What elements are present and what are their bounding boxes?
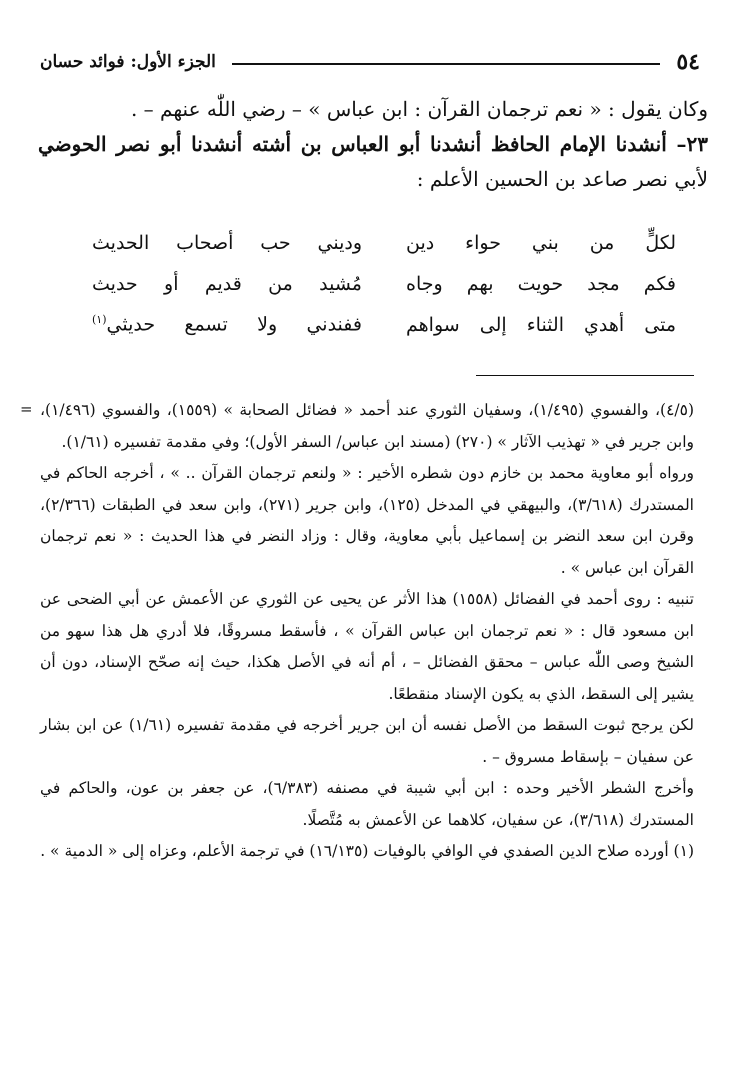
hemistich-right: فكم مجد حويت بهم وجاه <box>406 272 676 295</box>
page-number: ٥٤ <box>676 49 700 75</box>
poem <box>92 222 676 345</box>
footnote-paragraph-5: وأخرج الشطر الأخير وحده : ابن أبي شيبة في مصنفه (٦/٣٨٣)، عن جعفر بن عون، والحاكم في المستدرك (٣/٦١٨)، عن سفيان، كلاهما عن الأعمش به مُتَّصلًا. <box>40 779 694 829</box>
item-heading-23: ٢٣– أنشدنا الإمام الحافظ أنشدنا أبو العباس بن أشته أنشدنا أبو نصر الحوضي <box>38 132 708 156</box>
footnote-paragraph-2: ورواه أبو معاوية محمد بن خازم دون شطره الأخير : « ولنعم ترجمان القرآن .. » ، أخرجه الحاكم في المستدرك (٣/٦١٨)، والبيهقي في المدخل (١٢٥)، وابن جرير (٢٧١)، وابن سعد في الطبقات (٢/٣٦٦)، وقرن ابن سعد النضر بن إسماعيل بأبي معاوية، وقال : وزاد النضر في هذا الحديث : « نعم ترجمان القرآن ابن عباس » . <box>40 464 694 577</box>
running-title: الجزء الأول: فوائد حسان <box>40 52 216 72</box>
footnote-continuation-marker: = <box>20 400 33 418</box>
hemistich-right: متى أهدي الثناء إلى سواهم <box>406 313 676 336</box>
page-header <box>40 42 700 82</box>
footnote-paragraph-3: تنبيه : روى أحمد في الفضائل (١٥٥٨) هذا الأثر عن يحيى عن الثوري عن الأعمش عن أبي الضحى عن ابن مسعود قال : « نعم ترجمان ابن عباس القرآن » ، فأسقط مسروقًا، فلا أدري هل هذا سهو من الشيخ وصى اللّٰه عباس – محقق الفضائل – ، أم أنه في الأصل هكذا، حيث إنه صحّح الإسناد، دون أن يشير إلى السقط، الذي به يكون الإسناد منقطعًا. <box>40 590 694 703</box>
poem-verse-1 <box>92 222 676 263</box>
main-line-1: وكان يقول : « نعم ترجمان القرآن : ابن عباس » – رضي اللّٰه عنهم – . <box>130 97 708 121</box>
poem-verse-3 <box>92 304 676 345</box>
main-text <box>38 92 708 197</box>
footnote-paragraph-1: (٤/٥)، والفسوي (١/٤٩٥)، وسفيان الثوري عند أحمد « فضائل الصحابة » (١٥٥٩)، والفسوي (١/٤٩٦)، وابن جرير في « تهذيب الآثار » (٢٧٠) (مسند ابن عباس/ السفر الأول)؛ وفي مقدمة تفسيره (١/٦١). <box>40 401 694 451</box>
header-rule <box>232 63 660 65</box>
footnote-ref: (١) <box>92 313 107 327</box>
footnote-separator <box>476 375 694 376</box>
footnote-paragraph-4: لكن يرجح ثبوت السقط من الأصل نفسه أن ابن جرير أخرجه في مقدمة تفسيره (١/٦١) عن ابن بشار عن سفيان – بإسقاط مسروق – . <box>40 716 694 766</box>
footnote-1: (١) أورده صلاح الدين الصفدي في الوافي بالوفيات (١٦/١٣٥) في ترجمة الأعلم، وعزاه إلى « الدمية » . <box>40 842 694 860</box>
hemistich-right: لكلٍّ من بني حواء دين <box>406 231 676 254</box>
hemistich-left: وديني حب أصحاب الحديث <box>92 231 362 254</box>
footnotes <box>40 395 694 868</box>
poem-verse-2 <box>92 263 676 304</box>
hemistich-left <box>92 313 362 335</box>
hemistich-text: ففندني ولا تسمع حديثي <box>106 313 362 336</box>
main-line-3: لأبي نصر صاعد بن الحسين الأعلم : <box>416 167 708 191</box>
hemistich-left: مُشيد من قديم أو حديث <box>92 272 362 295</box>
